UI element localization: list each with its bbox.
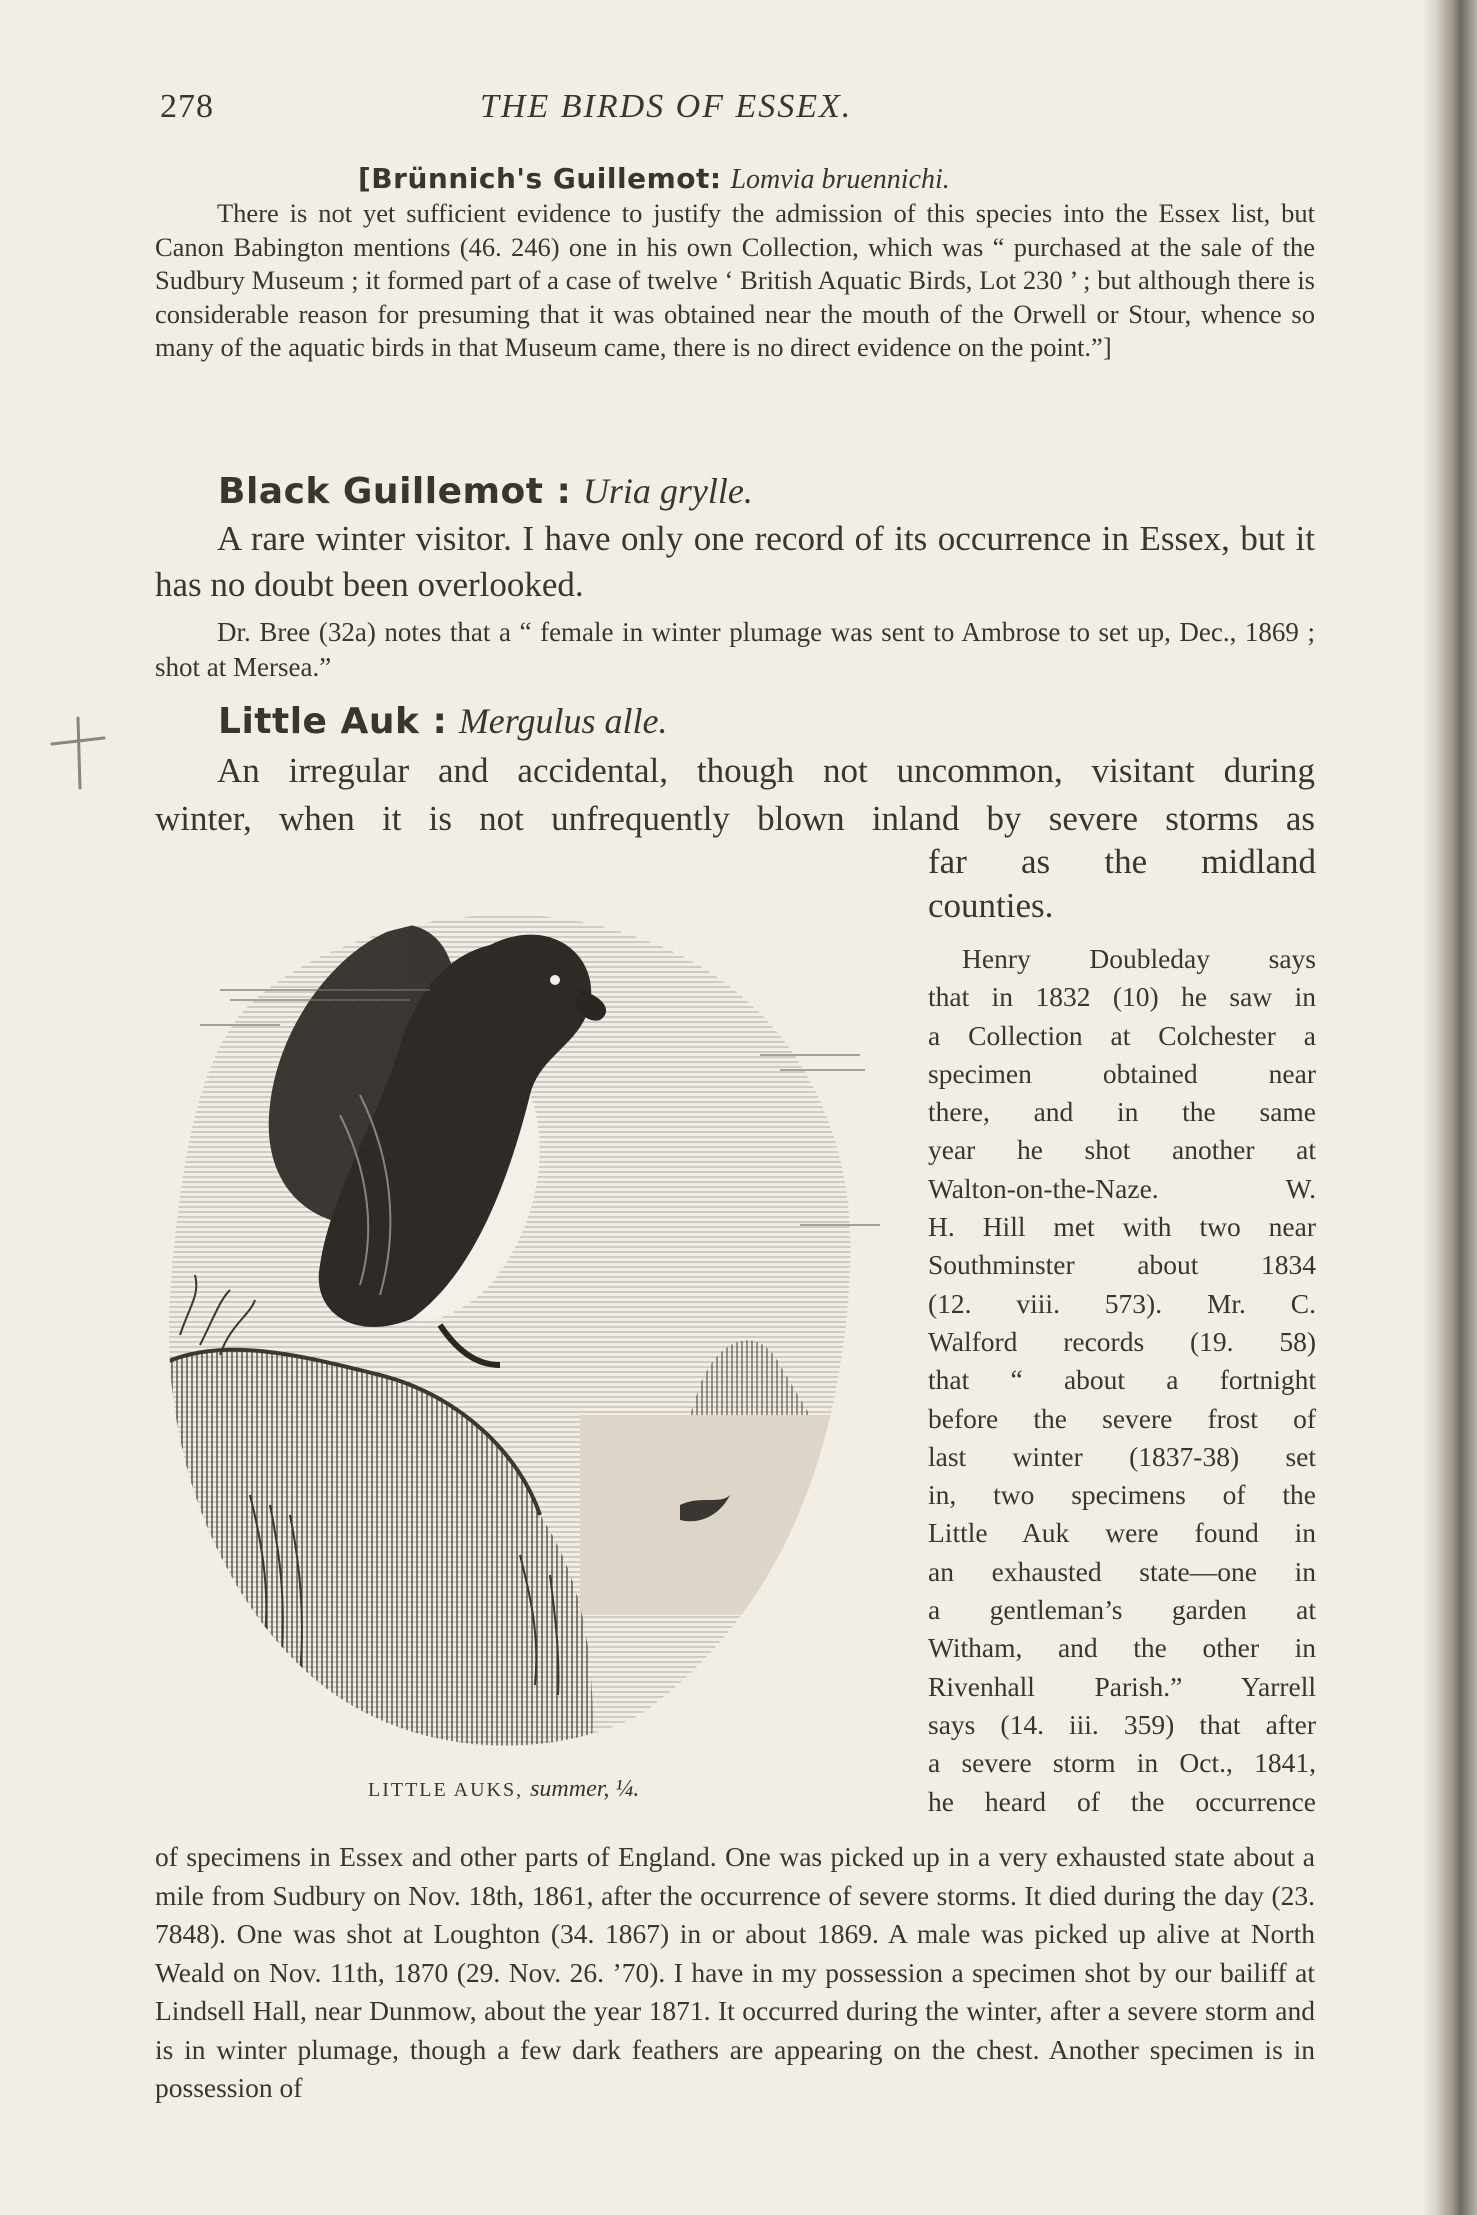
column-line: there, and in the same <box>928 1096 1316 1128</box>
black-guillemot-latin-name: Uria grylle. <box>582 471 753 511</box>
column-line: says (14. iii. 359) that after <box>928 1708 1316 1740</box>
margin-plus-mark <box>48 710 108 790</box>
column-line: specimen obtained near <box>928 1057 1316 1089</box>
column-line: Rivenhall Parish.” Yarrell <box>928 1670 1316 1702</box>
binding-shadow <box>1423 0 1437 2215</box>
column-line: Southminster about 1834 <box>928 1249 1316 1281</box>
little-auk-lead-line-2: winter, when it is not unfrequently blown inland by severe storms as <box>155 799 1315 838</box>
page-header <box>0 88 1477 138</box>
column-line: H. Hill met with two near <box>928 1211 1316 1243</box>
black-guillemot-heading <box>218 470 753 512</box>
page-number: 278 <box>160 88 214 125</box>
little-auks-engraving <box>160 895 900 1775</box>
column-line: year he shot another at <box>928 1134 1316 1166</box>
column-line: far as the midland <box>928 842 1316 881</box>
brunnich-paragraph: There is not yet sufficient evidence to justify the admission of this species into the Essex list, but Canon Babington mentions (46. 246) one in his own Collection, which was “ purchased at the sale of the Sudbury Museum ; it formed part of a case of twelve ‘ British Aquatic Birds, Lot 230 ’ ; but although there is considerable reason for presuming that it was obtained near the mouth of the Orwell or Stour, whence so many of the aquatic birds in that Museum came, there is no direct evidence on the point.”] <box>155 198 1315 362</box>
brunnich-heading <box>358 162 950 196</box>
little-auk-column-head <box>928 840 1316 928</box>
column-line: before the severe frost of <box>928 1402 1316 1434</box>
page-binding-edge <box>1437 0 1477 2215</box>
brunnich-common-name: [Brünnich's Guillemot: <box>358 162 722 195</box>
column-line: Walton-on-the-Naze. W. <box>928 1172 1316 1204</box>
little-auk-latin-name: Mergulus alle. <box>458 701 668 741</box>
caption-italic: summer, ¼. <box>530 1776 640 1802</box>
column-line: a gentleman’s garden at <box>928 1594 1316 1626</box>
column-line: that “ about a fortnight <box>928 1364 1316 1396</box>
column-line: an exhausted state—one in <box>928 1555 1316 1587</box>
little-auk-continuation: of specimens in Essex and other parts of England. One was picked up in a very exhausted state about a mile from Sudbury on Nov. 18th, 1861, after the occurrence of severe storms. It died during the day (23. 7848). One was shot at Loughton (34. 1867) in or about 1869. A male was picked up alive at North Weald on Nov. 11th, 1870 (29. Nov. 26. ’70). I have in my possession a specimen shot by our bailiff at Lindsell Hall, near Dunmow, about the year 1871. It occurred during the winter, after a severe storm and is in winter plumage, though a few dark feathers are appearing on the chest. Another specimen is in possession of <box>155 1841 1315 2103</box>
column-line: counties. <box>928 886 1054 925</box>
column-line: Walford records (19. 58) <box>928 1325 1316 1357</box>
black-guillemot-common-name: Black Guillemot : <box>218 471 572 512</box>
column-line: a Collection at Colchester a <box>928 1019 1316 1051</box>
brunnich-latin-name: Lomvia bruennichi. <box>730 164 950 195</box>
black-guillemot-lead: A rare winter visitor. I have only one record of its occurrence in Essex, but it has no doubt been overlooked. <box>155 519 1315 604</box>
column-line: in, two specimens of the <box>928 1479 1316 1511</box>
column-line: (12. viii. 573). Mr. C. <box>928 1287 1316 1319</box>
column-line: he heard of the occurrence <box>928 1785 1316 1817</box>
little-auk-lead-line-1: An irregular and accidental, though not uncommon, visitant during <box>217 751 1315 790</box>
column-line: Little Auk were found in <box>928 1517 1316 1549</box>
running-title: THE BIRDS OF ESSEX. <box>480 88 853 125</box>
figure-caption <box>368 1776 639 1803</box>
column-line: that in 1832 (10) he saw in <box>928 981 1316 1013</box>
caption-main: LITTLE AUKS, <box>368 1779 524 1801</box>
column-line: last winter (1837-38) set <box>928 1440 1316 1472</box>
black-guillemot-note: Dr. Bree (32a) notes that a “ female in winter plumage was sent to Ambrose to set up, Dec., 1869 ; shot at Mersea.” <box>155 617 1315 682</box>
little-auk-column-text <box>928 940 1316 1821</box>
little-auk-heading <box>218 700 667 742</box>
little-auk-common-name: Little Auk : <box>218 701 448 742</box>
column-line: a severe storm in Oct., 1841, <box>928 1747 1316 1779</box>
column-line: Witham, and the other in <box>928 1632 1316 1664</box>
column-line: Henry Doubleday says <box>962 943 1316 974</box>
